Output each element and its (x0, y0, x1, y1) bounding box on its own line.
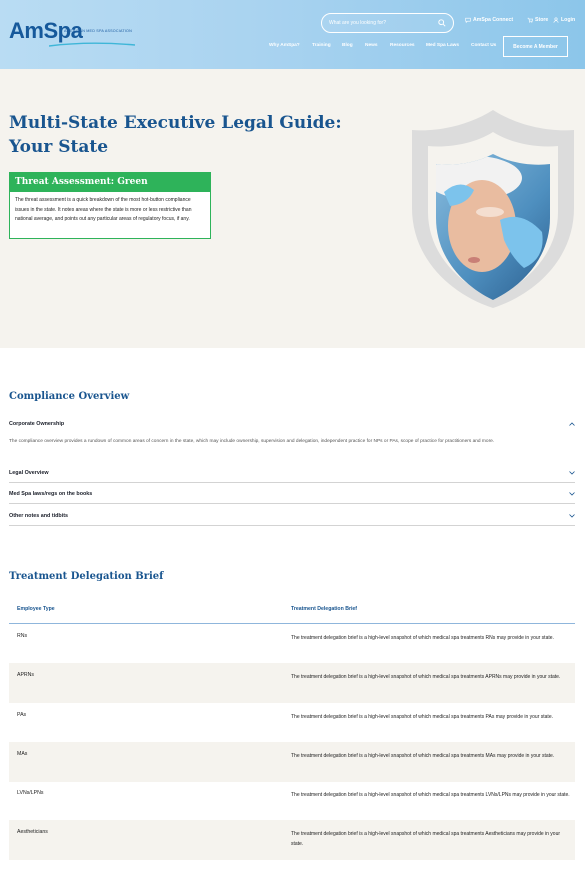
amspa-connect-label: AmSpa Connect (473, 17, 514, 23)
amspa-connect-link[interactable] (465, 17, 513, 23)
table-row (9, 781, 575, 821)
logo-tagline: AMERICAN MED SPA ASSOCIATION (64, 29, 132, 33)
table-row (9, 663, 575, 703)
column-header-employee-type: Employee Type (17, 606, 55, 612)
amspa-logo[interactable] (9, 18, 132, 44)
search-icon[interactable] (438, 19, 446, 27)
compliance-overview-title: Compliance Overview (9, 391, 130, 402)
threat-assessment-heading: Threat Assessment: Green (10, 173, 210, 192)
employee-type-cell: MAs (17, 751, 28, 757)
employee-type-cell: APRNs (17, 672, 35, 678)
nav-why-amspa[interactable]: Why AmSpa? (269, 43, 300, 48)
chat-icon (465, 17, 471, 23)
chevron-down-icon[interactable] (569, 492, 575, 496)
accordion-label: Legal Overview (9, 469, 49, 476)
nav-med-spa-laws[interactable]: Med Spa Laws (426, 43, 460, 48)
threat-assessment-card (9, 172, 211, 239)
employee-type-cell: PAs (17, 712, 27, 718)
nav-news[interactable]: News (365, 43, 378, 48)
accordion-legal-overview[interactable] (9, 463, 575, 483)
nav-blog[interactable]: Blog (342, 43, 353, 48)
logo-swoosh-icon (49, 42, 135, 48)
table-row (9, 820, 575, 860)
accordion-med-spa-laws[interactable] (9, 484, 575, 504)
nav-training[interactable]: Training (312, 43, 331, 48)
chevron-up-icon[interactable] (569, 422, 575, 426)
accordion-label: Corporate Ownership (9, 421, 65, 427)
delegation-brief-cell: The treatment delegation brief is a high-level snapshot of which medical spa treatments Aestheticians may provide in your state. (291, 831, 561, 847)
employee-type-cell: RNs (17, 633, 28, 639)
search-input[interactable]: What are you looking for? (329, 20, 386, 26)
threat-assessment-body: The threat assessment is a quick breakdown of the most hot-button compliance issues in the state. It notes areas where the state is more or less restrictive than national average, and points out any particular areas of regulatory focus, if any. (15, 197, 192, 222)
table-row (9, 624, 575, 664)
employee-type-cell: LVNs/LPNs (17, 790, 44, 796)
store-label: Store (535, 17, 549, 23)
cart-icon (527, 17, 533, 23)
accordion-label: Med Spa laws/regs on the books (9, 490, 93, 497)
delegation-brief-cell: The treatment delegation brief is a high-level snapshot of which medical spa treatments APRNs may provide in your state. (291, 674, 561, 680)
logo-text-am: Am (9, 18, 44, 43)
delegation-brief-cell: The treatment delegation brief is a high-level snapshot of which medical spa treatments LVNs/LPNs may provide in your state. (291, 792, 570, 798)
login-link[interactable] (553, 17, 575, 23)
search-bar[interactable] (321, 13, 454, 33)
table-header (9, 598, 575, 624)
login-label: Login (561, 17, 576, 23)
chevron-down-icon[interactable] (569, 514, 575, 518)
user-icon (553, 17, 559, 23)
delegation-brief-cell: The treatment delegation brief is a high-level snapshot of which medical spa treatments PAs may provide in your state. (291, 714, 553, 720)
accordion-corporate-ownership-body: The compliance overview provides a rundown of common areas of concern in the state, which may include ownership, supervision and delegation, independent practice for NPs or PAs, scope of practice for practitioners and more. (9, 439, 495, 444)
delegation-brief-cell: The treatment delegation brief is a high-level snapshot of which medical spa treatments RNs may provide in your state. (291, 635, 554, 641)
chevron-down-icon[interactable] (569, 471, 575, 475)
accordion-other-notes[interactable] (9, 506, 575, 526)
column-header-delegation-brief: Treatment Delegation Brief (291, 606, 358, 612)
delegation-brief-cell: The treatment delegation brief is a high-level snapshot of which medical spa treatments MAs may provide in your state. (291, 753, 555, 759)
page-title: Multi-State Executive Legal Guide: Your State (9, 113, 342, 157)
shield-hero-image (404, 108, 582, 308)
nav-resources[interactable]: Resources (390, 43, 415, 48)
store-link[interactable] (527, 17, 548, 23)
accordion-corporate-ownership[interactable] (9, 414, 575, 434)
site-header (0, 0, 585, 69)
employee-type-cell: Aestheticians (17, 829, 48, 835)
logo-text-spa: Spa (43, 18, 83, 43)
become-member-button[interactable]: Become A Member (503, 36, 568, 57)
table-row (9, 742, 575, 782)
table-row (9, 703, 575, 743)
nav-contact-us[interactable]: Contact Us (471, 43, 497, 48)
accordion-label: Other notes and tidbits (9, 512, 68, 519)
delegation-brief-title: Treatment Delegation Brief (9, 571, 164, 582)
